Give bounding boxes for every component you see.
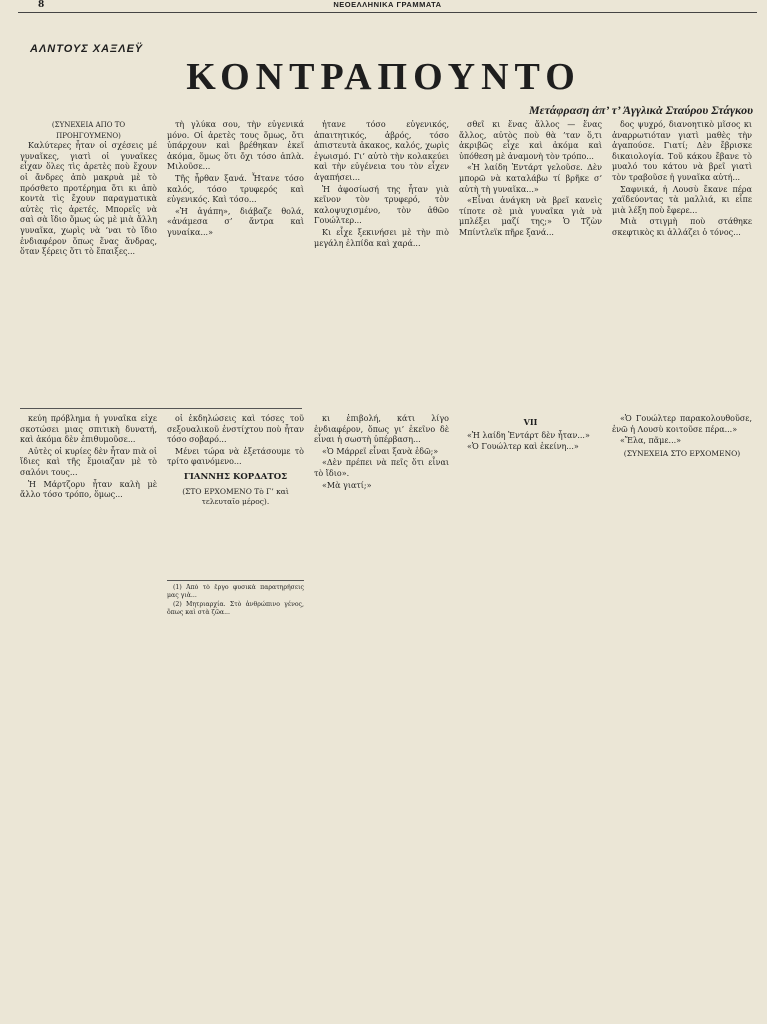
column-5-bottom [612,414,752,1012]
paragraph: Μιὰ στιγμὴ ποὺ στάθηκε σκεφτικὸς κι ἀλλάζει ὁ τόνος... [612,217,752,237]
paragraph: Τῆς ἦρθαν ξανά. Ἦτανε τόσο καλός, τόσο τρυφερός καὶ εὐγενικός. Καὶ τόσο... [167,173,304,205]
paragraph: «Ὁ Γουώλτερ καὶ ἐκείνη...» [467,442,579,452]
translator-credit: Μετάφραση ἀπ’ τ’ Ἀγγλικὰ Σταύρου Στάγκου [529,103,753,117]
essay-author-signature: ΓΙΑΝΝΗΣ ΚΟΡΔΑΤΟΣ [183,471,288,482]
column-5-top [612,120,752,400]
paragraph: Μένει τώρα νὰ ἐξετάσουμε τὸ τρίτο φαινόμενο... [167,446,304,467]
column-2-top [167,120,304,400]
paragraph: Ἡ Μάρτζορυ ἦταν καλὴ μὲ ἄλλο τόσο τρόπο, ὅμως... [20,479,157,500]
paragraph: «Ἡ λαίδη Ἐντάρτ δὲν ἦταν...» [467,430,590,440]
paragraph: «Εἶναι ἀνάγκη νὰ βρεῖ κανεὶς τίποτε σὲ μιὰ γυναῖκα γιὰ νὰ μπλέξει μαζί της;» Ὁ Τζὼν Μπίντλεϊκ πῆρε ξανά... [459,196,602,237]
paragraph: τὴ γλύκα σου, τὴν εὐγενικά μόνο. Οἱ ἀρετὲς τους ὅμως, ὅτι ὑπάρχουν καὶ βρέθηκαν ἐκεῖ ἀκόμα, ὅμως ὅτι ὄχι τόσο ἁπλὰ. Μιλοῦσε... [167,120,304,172]
column-3-bottom [314,414,449,1012]
column-4-top [459,120,602,400]
paragraph: δος ψυχρό, διανοητικὸ μῖσος κι ἀναρρωτιόταν γιατὶ μαθὲς τὴν ἀγαπούσε. Γιατί; Δὲν ἔβρισκε δικαιολογία. Τοῦ κάκου ἔβανε τὸ μυαλό του κάτου νὰ βρεῖ γιατὶ τὸν τραβοῦσε ἡ γυναῖκα αὐτή... [612,120,752,182]
paragraph: Σαφνικά, ἡ Λουσὺ ἔκανε πέρα χαϊδεύοντας τὰ μαλλιά, κι εἶπε μιὰ λέξη ποὺ ἔφερε... [612,184,752,215]
column-1-top [20,120,157,400]
paragraph: «Ἡ ἀγάπη», διάβαζε θολά, «ἀνάμεσα σ’ ἄντρα καὶ γυναίκα...» [167,206,304,237]
footnotes-block [167,584,304,1012]
paragraph: Αὐτὲς οἱ κυρίες δὲν ἦταν πιὰ οἱ ἴδιες καὶ τῆς ἔμοιαζαν μὲ τὸ σαλόνι τους... [20,446,157,477]
column-4-bottom [459,414,602,1012]
footnote-divider [167,580,304,581]
continued-next-issue: (ΣΥΝΕΧΕΙΑ ΣΤΟ ΕΡΧΟΜΕΝΟ) [623,448,741,458]
section-divider [20,408,302,409]
paragraph: ἦτανε τόσο εὐγενικός, ἀπαιτητικός, ἀβρός, τόσο ἀπιστευτὰ ἀκακος, καλός, χωρὶς ἐγωισμό. Γι’ αὐτὸ τὴν κολακεύει καὶ τὴν εὐγένεια του τὸν εἶχεν ἀγαπήσει... [314,120,449,182]
paragraph: «Ὁ Γουώλτερ παρακολουθοῦσε, ἐνῶ ἡ Λουσὺ κοιτοῦσε πέρα...» [612,414,752,434]
page-header [18,0,757,13]
paragraph: σθεῖ κι ἕνας ἄλλος — ἕνας ἄλλος, αὐτὸς ποὺ θὰ ’ταν ὅ,τι ἀκριβῶς εἶχε καὶ ἀκόμα καὶ ὑπόθεση μὲ ἀναμονὴ τὸν τρόπο... [459,120,602,161]
paragraph: Κι εἶχε ξεκινήσει μὲ τὴν πιὸ μεγάλη ἐλπίδα καὶ χαρά... [314,227,449,248]
continued-next-issue: (ΣΤΟ ΕΡΧΟΜΕΝΟ Τὸ Γ’ καὶ τελευταῖο μέρος). [182,486,289,507]
footnote: (2) Μητριαρχία. Στὸ ἀνθρώπινο γένος, ὅπως καὶ στὰ ζῶα... [167,601,304,616]
paragraph: «Δὲν πρέπει νὰ πεῖς ὅτι εἶναι τὸ ἴδιο». [314,458,449,478]
continued-from-label: (ΣΥΝΕΧΕΙΑ ΑΠΟ ΤΟ ΠΡΟΗΓΟΥΜΕΝΟ) [51,121,126,140]
column-3-top [314,120,449,400]
column-2-bottom [167,414,304,574]
section-number: VII [523,417,538,427]
paragraph: «Μὰ γιατί;» [322,480,372,490]
paragraph: «Ἡ λαίδη Ἐντάρτ γελοῦσε. Δὲν μπορῶ νὰ καταλάβω τί βρῆκε σ’ αὐτὴ τὴ γυναῖκα...» [459,163,602,194]
article-author: ΑΛΝΤΟΥΣ ΧΑΞΛΕΫ [30,43,144,55]
article-title: ΚΟΝΤΡΑΠΟΥΝΤΟ [186,56,581,98]
paragraph: Ἡ ἀφοσίωσή της ἦταν γιὰ κεῖνον τὸν τρυφερό, τὸν καλοψυχισμένο, τὸν ἀθῶο Γουώλτερ... [314,184,449,226]
paragraph: «Ἔλα, πᾶμε...» [620,436,682,446]
paragraph: οἱ ἐκδηλώσεις καὶ τόσες τοῦ σεξουαλικοῦ ἐνστίχτου ποὺ ἦταν τόσο σοβαρό... [167,414,304,445]
paragraph: κι ἐπιβολή, κάτι λίγο ἐνδιαφέρον, ὅπως γι’ ἐκεῖνο δὲ εἶναι ἡ σωστὴ ὑπέρβαση... [314,414,449,445]
publication-title: ΝΕΟΕΛΛΗΝΙΚΑ ΓΡΑΜΜΑΤΑ [333,0,442,9]
page-number: 8 [38,0,45,10]
column-1-bottom [20,414,157,1012]
footnote: (1) Ἀπὸ τὸ ἔργο φυσικὰ παρατηρήσεις μας γιὰ... [167,584,304,599]
paragraph: «Ὁ Μάρρεϊ εἶναι ξανὰ ἐδῶ;» [322,446,439,456]
paragraph: Καλύτερες ἦταν οἱ σχέσεις μέ γυναῖκες, γιατὶ οἱ γυναῖκες εἶχαν ὅλες τὶς ἀρετὲς ποὺ ἔχουν οἱ ἄνδρες ἀπὸ μακρυὰ μὲ τὸ πρόσθετο προτέρημα ὅτι κι ἀπὸ κοντὰ τὶς ἔχουν παραγματικὰ αὐτὲς τὶς ἀρετές. Μπορεῖς νὰ σαὶ σὰ ἴδιο ὅμως ὡς μὲ μιὰ ἄλλη γυναῖκα, χωρὶς νὰ ’ναι τὸ ἴδιο ἐνδιαφέρον ὅπως ἕνας ἄνδρας, ὅταν ξέρεις ὅτι τὸ ἔπαιξες... [20,141,157,257]
paragraph: κεύη πρόβλημα ἡ γυναῖκα εἶχε σκοτώσει μιας σπιτικὴ δυνατή, καὶ ἀκόμα δὲν ἐπιθυμοῦσε... [20,414,157,445]
